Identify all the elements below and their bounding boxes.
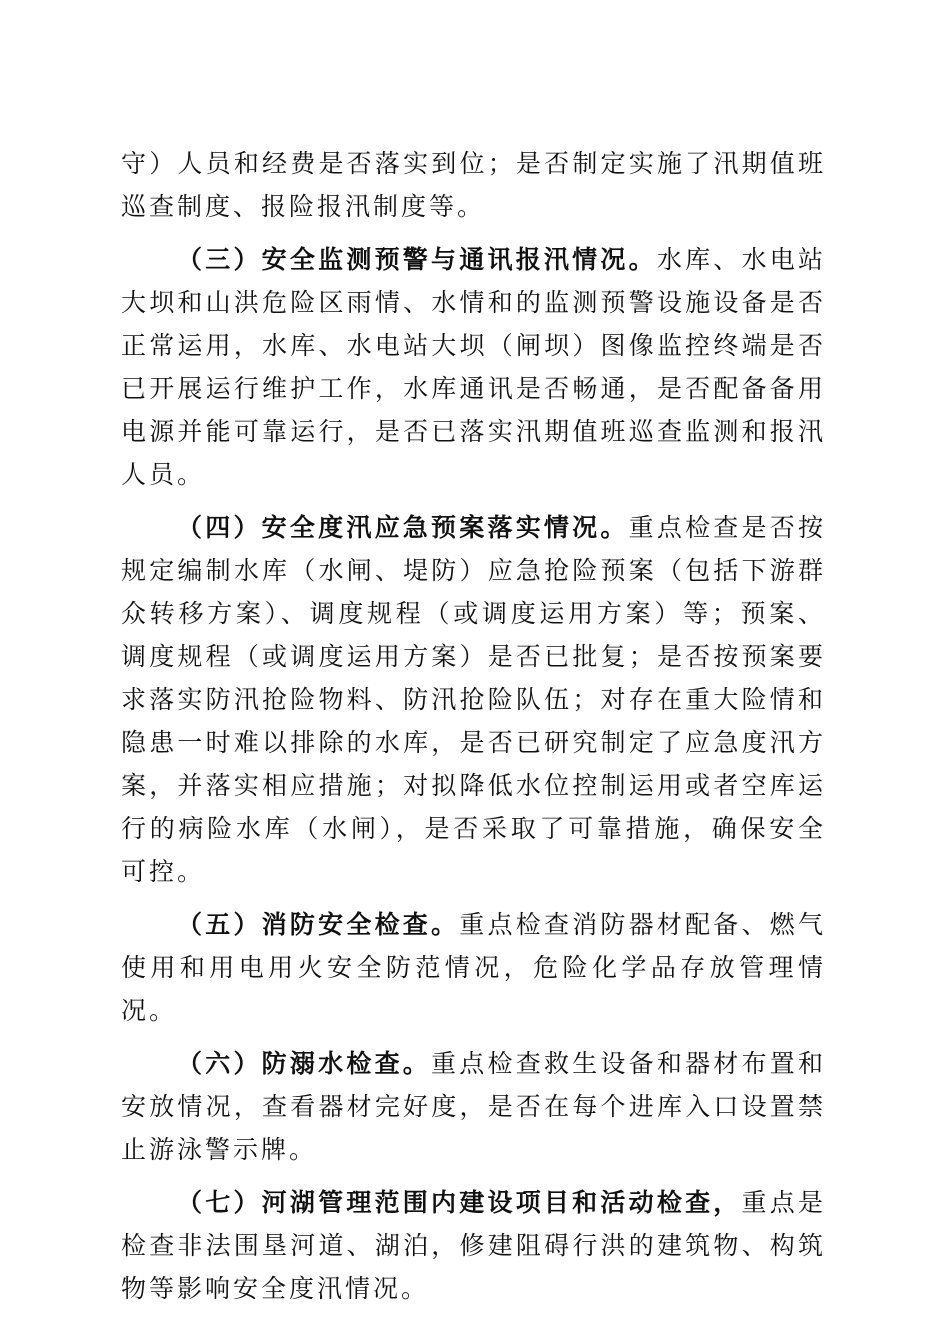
paragraph-text: 重点是检查非法围垦河道、湖泊，修建阻碍行洪的建筑物、构筑物等影响安全度汛情况。 [121, 1188, 826, 1303]
paragraph-section-3 [121, 238, 826, 496]
paragraph-text: 重点检查是否按规定编制水库（水闸、堤防）应急抢险预案（包括下游群众转移方案）、调度规程（或调度运用方案）等；预案、调度规程（或调度运用方案）是否已批复；是否按预案要求落实防汛抢险物料、防汛抢险队伍；对存在重大险情和隐患一时难以排除的水库，是否已研究制定了应急度汛方案，并落实相应措施；对拟降低水位控制运用或者空库运行的病险水库（水闸），是否采取了可靠措施，确保安全可控。 [121, 513, 826, 886]
paragraph-text: 水库、水电站大坝和山洪危险区雨情、水情和的监测预警设施设备是否正常运用，水库、水电站大坝（闸坝）图像监控终端是否已开展运行维护工作，水库通讯是否畅通，是否配备备用电源并能可靠运行，是否已落实汛期值班巡查监测和报汛人员。 [121, 245, 826, 489]
paragraph-continuation [121, 142, 826, 228]
section-heading: （五）消防安全检查。 [177, 910, 460, 939]
paragraph-section-5 [121, 903, 826, 1032]
section-heading: （四）安全度汛应急预案落实情况。 [177, 513, 629, 542]
paragraph-text: 守）人员和经费是否落实到位；是否制定实施了汛期值班巡查制度、报险报汛制度等。 [121, 149, 826, 221]
paragraph-text: 重点检查消防器材配备、燃气使用和用电用火安全防范情况，危险化学品存放管理情况。 [121, 910, 826, 1025]
paragraph-text: 重点检查救生设备和器材布置和安放情况，查看器材完好度，是否在每个进库入口设置禁止游泳警示牌。 [121, 1049, 826, 1164]
section-heading: （六）防溺水检查。 [177, 1049, 432, 1078]
paragraph-section-6 [121, 1042, 826, 1171]
section-heading: （七）河湖管理范围内建设项目和活动检查， [177, 1188, 742, 1217]
paragraph-section-7 [121, 1181, 826, 1310]
section-heading: （三）安全监测预警与通讯报汛情况。 [177, 245, 657, 274]
paragraph-section-4 [121, 506, 826, 893]
document-body [121, 142, 826, 1320]
